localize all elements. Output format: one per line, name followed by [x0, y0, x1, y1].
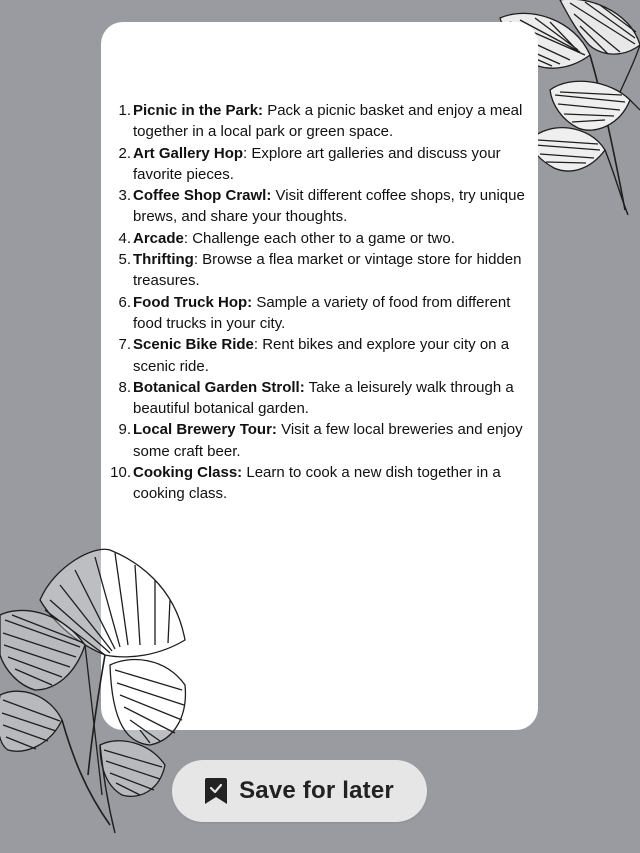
- item-number: 8.: [118, 378, 131, 396]
- item-title: Picnic in the Park:: [133, 102, 264, 119]
- item-description: : Rent bikes and explore your city on a scenic ride.: [133, 336, 510, 375]
- item-number: 4.: [118, 229, 131, 247]
- item-title: Thrifting: [133, 251, 194, 269]
- content-card: [101, 22, 538, 730]
- list-item: [101, 249, 538, 292]
- item-title: Coffee Shop Crawl:: [133, 187, 272, 205]
- item-number: 7.: [118, 336, 131, 354]
- item-number: 2.: [118, 144, 131, 162]
- list-item: [101, 462, 538, 505]
- item-title: Arcade: [133, 229, 184, 247]
- date-ideas-list: [101, 100, 538, 505]
- item-description: Learn to cook a new dish together in a cooking class.: [133, 464, 501, 503]
- item-title: Scenic Bike Ride: [133, 336, 254, 354]
- item-number: 5.: [118, 251, 131, 269]
- item-title: Local Brewery Tour:: [133, 421, 277, 439]
- item-description: : Challenge each other to a game or two.: [183, 229, 455, 247]
- item-description: : Explore art galleries and discuss your favorite pieces.: [133, 144, 501, 183]
- list-item: [101, 185, 538, 228]
- save-for-later-label: Save for later: [239, 777, 394, 804]
- item-number: 9.: [118, 421, 131, 439]
- list-item: [101, 143, 538, 186]
- list-item: [101, 100, 538, 143]
- list-item: [101, 377, 538, 420]
- item-description: Pack a picnic basket and enjoy a meal together in a local park or green space.: [133, 102, 523, 141]
- save-for-later-button[interactable]: [172, 760, 427, 822]
- item-title: Food Truck Hop:: [133, 293, 253, 311]
- item-description: : Browse a flea market or vintage store for hidden treasures.: [133, 251, 522, 290]
- item-description: Take a leisurely walk through a beautiful botanical garden.: [133, 378, 514, 418]
- item-number: 6.: [118, 293, 131, 311]
- item-description: Visit a few local breweries and enjoy some craft beer.: [133, 421, 523, 460]
- item-title: Art Gallery Hop: [133, 144, 244, 162]
- item-number: 10.: [110, 464, 131, 482]
- item-description: Visit different coffee shops, try unique brews, and share your thoughts.: [133, 187, 525, 226]
- item-title: Botanical Garden Stroll:: [133, 378, 305, 396]
- list-item: [101, 419, 538, 462]
- item-title: Cooking Class:: [133, 464, 243, 482]
- item-number: 3.: [118, 187, 131, 205]
- item-number: 1.: [118, 102, 131, 119]
- item-description: Sample a variety of food from different food trucks in your city.: [133, 293, 511, 332]
- list-item: [101, 228, 538, 249]
- list-item: [101, 292, 538, 335]
- bookmark-check-icon: [205, 778, 227, 804]
- list-item: [101, 334, 538, 377]
